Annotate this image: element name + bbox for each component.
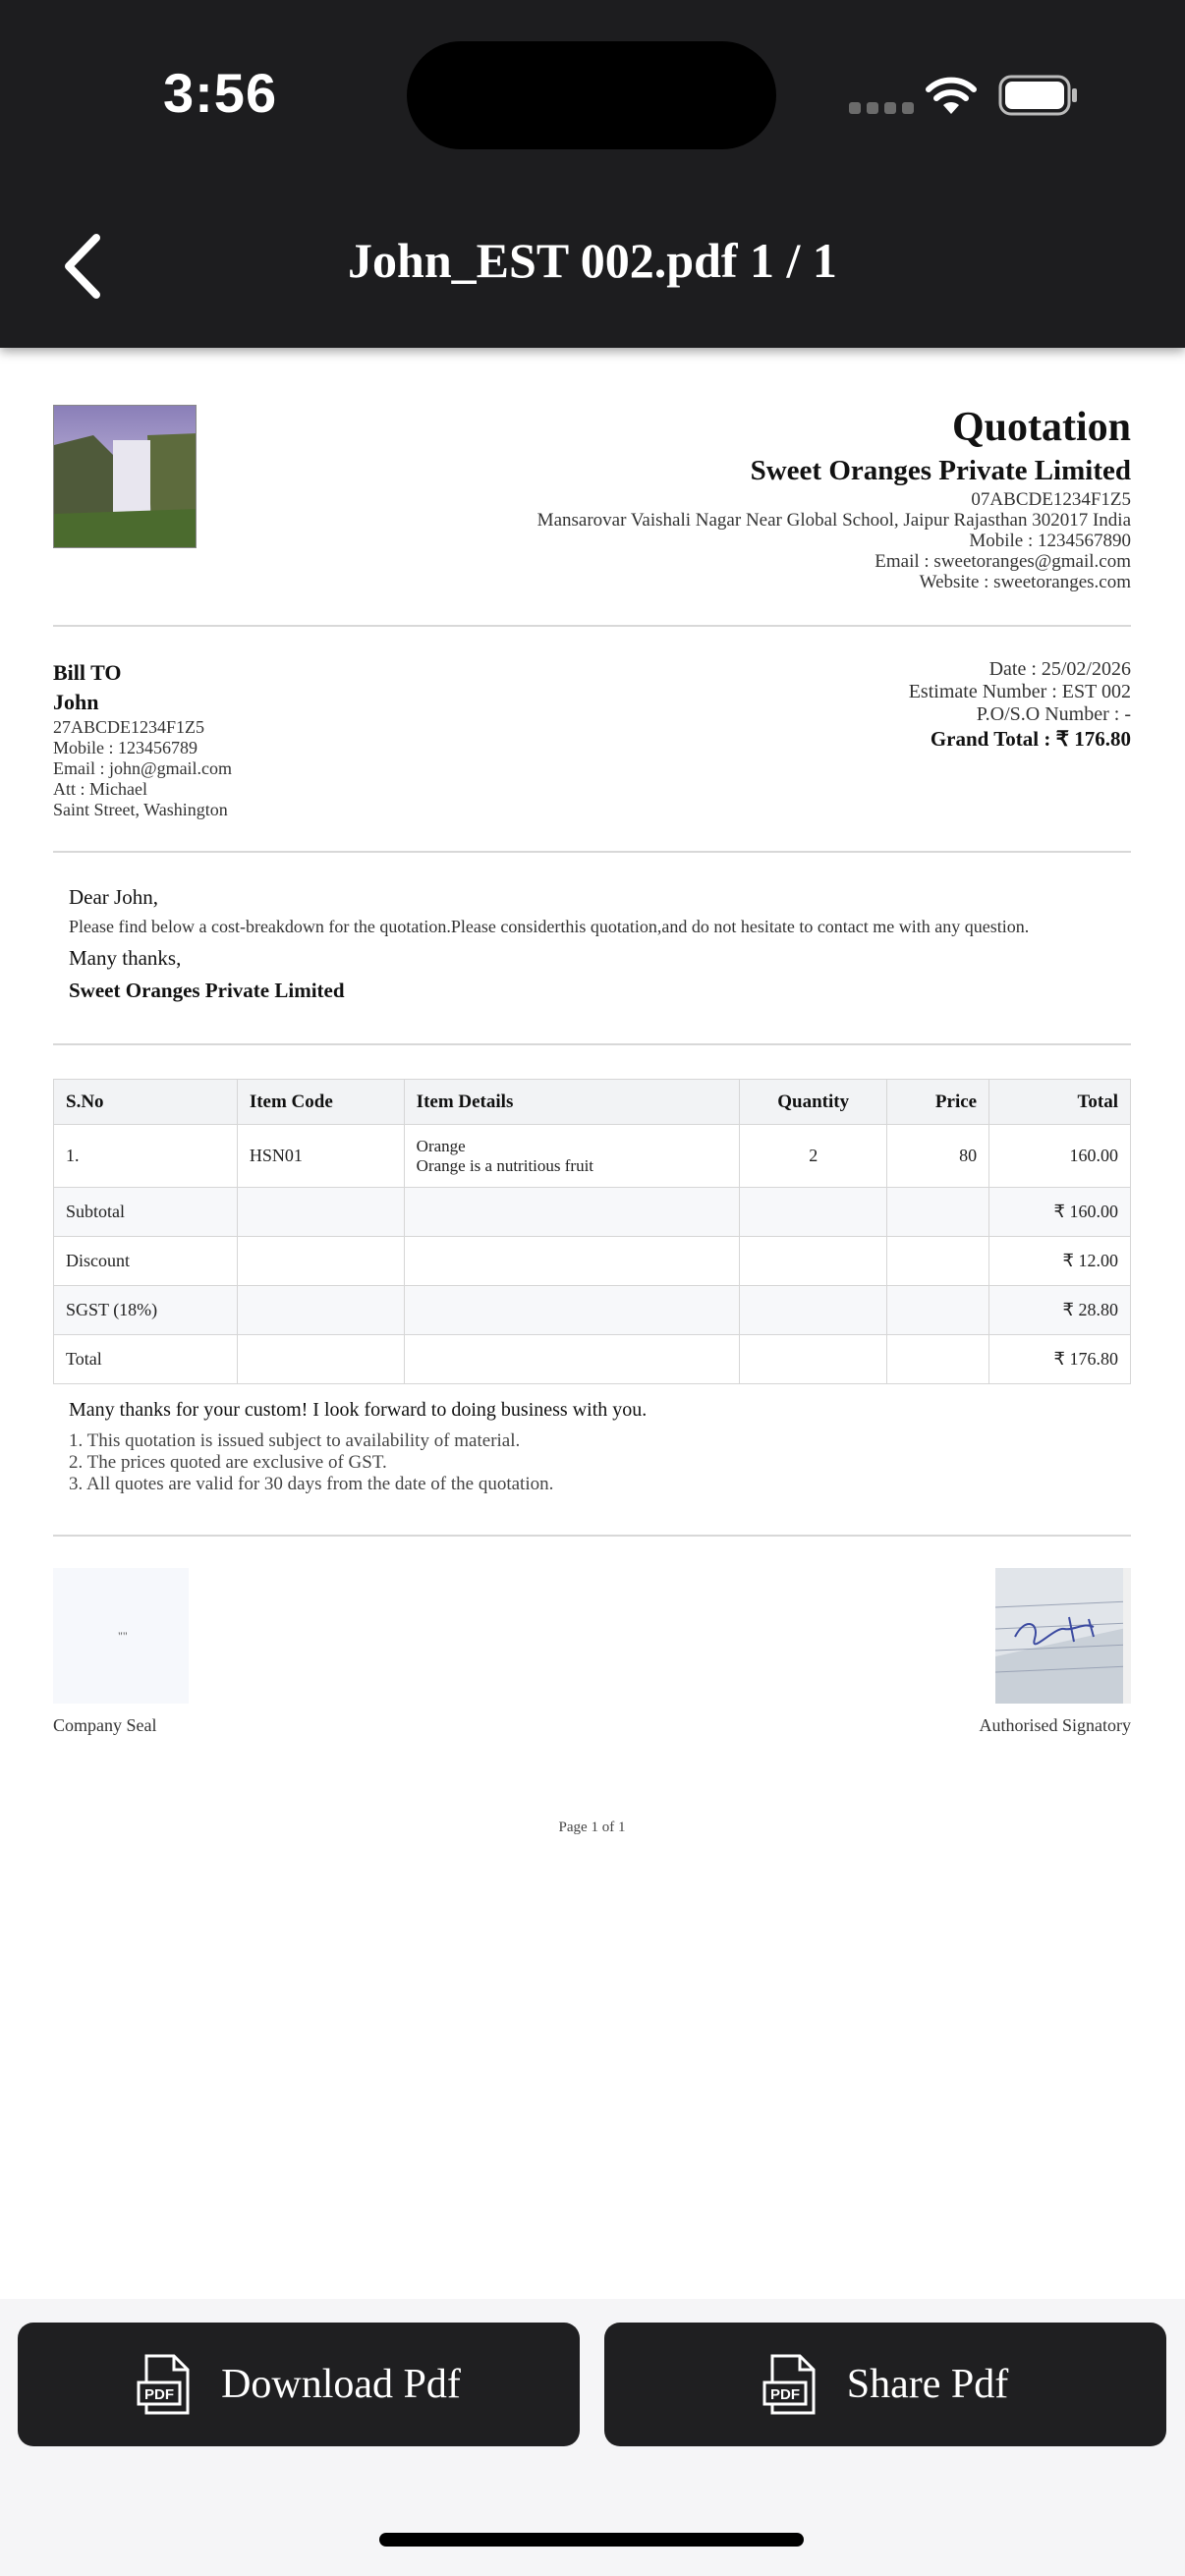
letter-greeting: Dear John, — [69, 885, 158, 909]
divider — [53, 1043, 1131, 1045]
company-email: Email : sweetoranges@gmail.com — [875, 551, 1131, 572]
column-header: S.No — [54, 1080, 238, 1125]
divider — [53, 1535, 1131, 1537]
item-description: Orange is a nutritious fruit — [416, 1155, 594, 1175]
company-name: Sweet Oranges Private Limited — [750, 455, 1131, 486]
client-gstin: 27ABCDE1234F1Z5 — [53, 717, 205, 737]
summary-label: SGST (18%) — [54, 1286, 238, 1335]
cell-total: 160.00 — [989, 1125, 1131, 1188]
estimate-date: Date : 25/02/2026 — [988, 658, 1131, 680]
summary-label: Discount — [54, 1237, 238, 1286]
summary-row — [54, 1237, 1131, 1286]
summary-row — [54, 1335, 1131, 1384]
company-block — [537, 403, 1131, 592]
terms-note: 1. This quotation is issued subject to availability of material. — [69, 1430, 521, 1451]
document-title: John_EST 002.pdf 1 / 1 — [348, 233, 837, 288]
status-time: 3:56 — [163, 62, 278, 124]
closing-thanks: Many thanks for your custom! I look forward to doing business with you. — [69, 1399, 648, 1421]
items-table — [53, 1079, 1131, 1384]
signature-image — [995, 1568, 1131, 1704]
share-pdf-button[interactable] — [604, 2323, 1166, 2446]
bill-to-heading: Bill TO — [53, 660, 122, 685]
company-seal-label: Company Seal — [53, 1715, 157, 1735]
company-website: Website : sweetoranges.com — [919, 572, 1131, 592]
grand-total: Grand Total : ₹ 176.80 — [930, 727, 1131, 751]
letter-body: Please find below a cost-breakdown for the quotation.Please considerthis quotation,and do not hesitate to contact me with any question. — [69, 917, 1030, 936]
summary-value: ₹ 176.80 — [989, 1335, 1131, 1384]
authorised-signatory-label: Authorised Signatory — [979, 1715, 1131, 1735]
home-indicator[interactable] — [379, 2533, 804, 2547]
summary-value: ₹ 12.00 — [989, 1237, 1131, 1286]
cell-item-code: HSN01 — [237, 1125, 404, 1188]
cellular-signal-icon — [849, 102, 914, 114]
divider — [53, 625, 1131, 627]
company-mobile: Mobile : 1234567890 — [969, 531, 1131, 551]
bill-to-block — [53, 658, 232, 820]
client-mobile: Mobile : 123456789 — [53, 738, 198, 757]
summary-row — [54, 1188, 1131, 1237]
closing-notes — [69, 1395, 647, 1495]
share-pdf-label: Share Pdf — [846, 2362, 1009, 2407]
battery-icon — [998, 75, 1079, 116]
column-header: Total — [989, 1080, 1131, 1125]
company-logo-image — [53, 405, 197, 548]
top-bar — [0, 0, 1185, 348]
po-number: P.O/S.O Number : - — [976, 703, 1131, 725]
seal-mark: "" — [118, 1629, 128, 1643]
cell-sno: 1. — [54, 1125, 238, 1188]
wifi-icon — [924, 75, 979, 118]
column-header: Item Code — [237, 1080, 404, 1125]
pdf-icon-label: PDF — [144, 2386, 175, 2403]
cell-price: 80 — [887, 1125, 989, 1188]
summary-label: Total — [54, 1335, 238, 1384]
cover-letter — [69, 882, 1029, 1006]
pdf-file-icon — [762, 2353, 819, 2416]
estimate-number: Estimate Number : EST 002 — [908, 681, 1131, 702]
terms-note: 2. The prices quoted are exclusive of GST. — [69, 1452, 387, 1473]
column-header: Item Details — [404, 1080, 740, 1125]
dynamic-island — [407, 41, 776, 149]
column-header: Price — [887, 1080, 989, 1125]
terms-note: 3. All quotes are valid for 30 days from the date of the quotation. — [69, 1474, 554, 1494]
page-number: Page 1 of 1 — [558, 1820, 626, 1835]
estimate-meta-block — [909, 658, 1131, 752]
summary-label: Subtotal — [54, 1188, 238, 1237]
column-header: Quantity — [740, 1080, 887, 1125]
table-row — [54, 1125, 1131, 1188]
summary-value: ₹ 28.80 — [989, 1286, 1131, 1335]
company-address: Mansarovar Vaishali Nagar Near Global School, Jaipur Rajasthan 302017 India — [536, 510, 1131, 531]
pdf-file-icon — [137, 2353, 194, 2416]
divider — [53, 851, 1131, 853]
cell-item-details — [404, 1125, 740, 1188]
company-gstin: 07ABCDE1234F1Z5 — [971, 489, 1131, 510]
item-name: Orange — [416, 1136, 466, 1155]
company-seal-image — [53, 1568, 189, 1704]
summary-value: ₹ 160.00 — [989, 1188, 1131, 1237]
summary-row — [54, 1286, 1131, 1335]
table-header-row — [54, 1080, 1131, 1125]
cell-quantity: 2 — [740, 1125, 887, 1188]
download-pdf-label: Download Pdf — [221, 2362, 461, 2407]
document-type-title: Quotation — [951, 405, 1131, 450]
download-pdf-button[interactable] — [18, 2323, 580, 2446]
client-attention: Att : Michael — [53, 779, 147, 799]
pdf-icon-label: PDF — [769, 2386, 800, 2403]
letter-signoff: Sweet Oranges Private Limited — [69, 979, 345, 1002]
client-email: Email : john@gmail.com — [53, 758, 233, 778]
client-address: Saint Street, Washington — [53, 800, 228, 819]
client-name: John — [53, 690, 99, 714]
letter-thanks: Many thanks, — [69, 946, 182, 970]
